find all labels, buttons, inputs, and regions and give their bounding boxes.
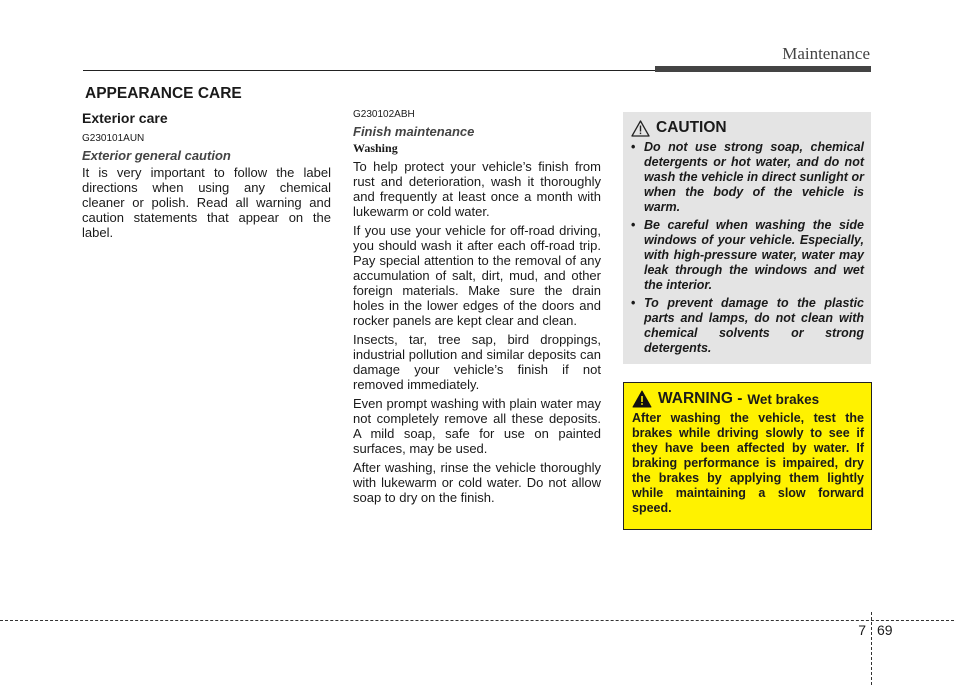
washing-paragraph: To help protect your vehicle’s finish from rust and deterioration, wash it thoroughly and frequently at least once a month with lukewarm or cold water. xyxy=(353,159,601,219)
warning-box xyxy=(623,382,872,530)
footer-rule xyxy=(0,620,954,621)
page-number: 69 xyxy=(877,622,893,638)
caution-item-text: Be careful when washing the side windows of your vehicle. Especially, with high-pressure water, water may leak through the windows and wet the interior. xyxy=(644,218,864,292)
caution-box xyxy=(623,112,871,364)
exterior-caution-heading: Exterior general caution xyxy=(82,148,231,163)
washing-paragraph: Even prompt washing with plain water may not completely remove all these deposits. A mild soap, safe for use on painted surfaces, may be used. xyxy=(353,396,601,456)
bullet-icon: • xyxy=(631,218,636,232)
caution-item-text: Do not use strong soap, chemical detergents or hot water, and do not wash the vehicle in direct sunlight or when the body of the vehicle is warm. xyxy=(644,140,864,214)
washing-paragraph: If you use your vehicle for off-road driving, you should wash it after each off-road trip. Pay special attention to the removal of any accumulation of salt, dirt, mud, and other foreign materials. Make sure the drain holes in the lower edges of the doors and rocker panels are kept clear and clean. xyxy=(353,223,601,328)
warning-title-text: WARNING - xyxy=(658,390,743,407)
caution-item xyxy=(631,140,864,215)
chapter-number: 7 xyxy=(858,622,866,638)
bullet-icon: • xyxy=(631,140,636,154)
finish-code: G230102ABH xyxy=(353,109,415,120)
caution-item xyxy=(631,296,864,356)
washing-paragraph: Insects, tar, tree sap, bird droppings, industrial pollution and similar deposits can damage your vehicle’s finish if not removed immediately. xyxy=(353,332,601,392)
exterior-code: G230101AUN xyxy=(82,133,145,144)
header-title: Maintenance xyxy=(782,44,870,63)
exterior-caution-text: It is very important to follow the label directions when using any chemical cleaner or polish. Read all warning and caution statements that appear on the label. xyxy=(82,165,331,240)
washing-paragraph: After washing, rinse the vehicle thoroughly with lukewarm or cold water. Do not allow soap to dry on the finish. xyxy=(353,460,601,505)
section-title: APPEARANCE CARE xyxy=(85,85,242,102)
exterior-care-heading: Exterior care xyxy=(82,110,168,126)
warning-triangle-filled-icon xyxy=(632,390,652,408)
header-rule-accent xyxy=(655,66,871,72)
column-left xyxy=(82,109,331,244)
column-middle xyxy=(353,109,601,509)
washing-heading: Washing xyxy=(353,141,398,155)
caution-title-text: CAUTION xyxy=(656,119,727,136)
warning-text: After washing the vehicle, test the brakes while driving slowly to see if they have been affected by water. If braking performance is impaired, dry the brakes by applying them lightly while maintaining a slow forward speed. xyxy=(632,411,864,515)
caution-list xyxy=(631,140,864,356)
finish-maintenance-heading: Finish maintenance xyxy=(353,124,475,139)
caution-item-text: To prevent damage to the plastic parts and lamps, do not clean with chemical solvents or strong detergents. xyxy=(644,296,864,355)
warning-subtitle: Wet brakes xyxy=(747,391,820,407)
footer-divider xyxy=(871,612,872,685)
caution-item xyxy=(631,218,864,293)
warning-title xyxy=(632,390,864,408)
caution-title xyxy=(631,119,864,137)
bullet-icon: • xyxy=(631,296,636,310)
warning-triangle-outline-icon xyxy=(631,120,650,137)
